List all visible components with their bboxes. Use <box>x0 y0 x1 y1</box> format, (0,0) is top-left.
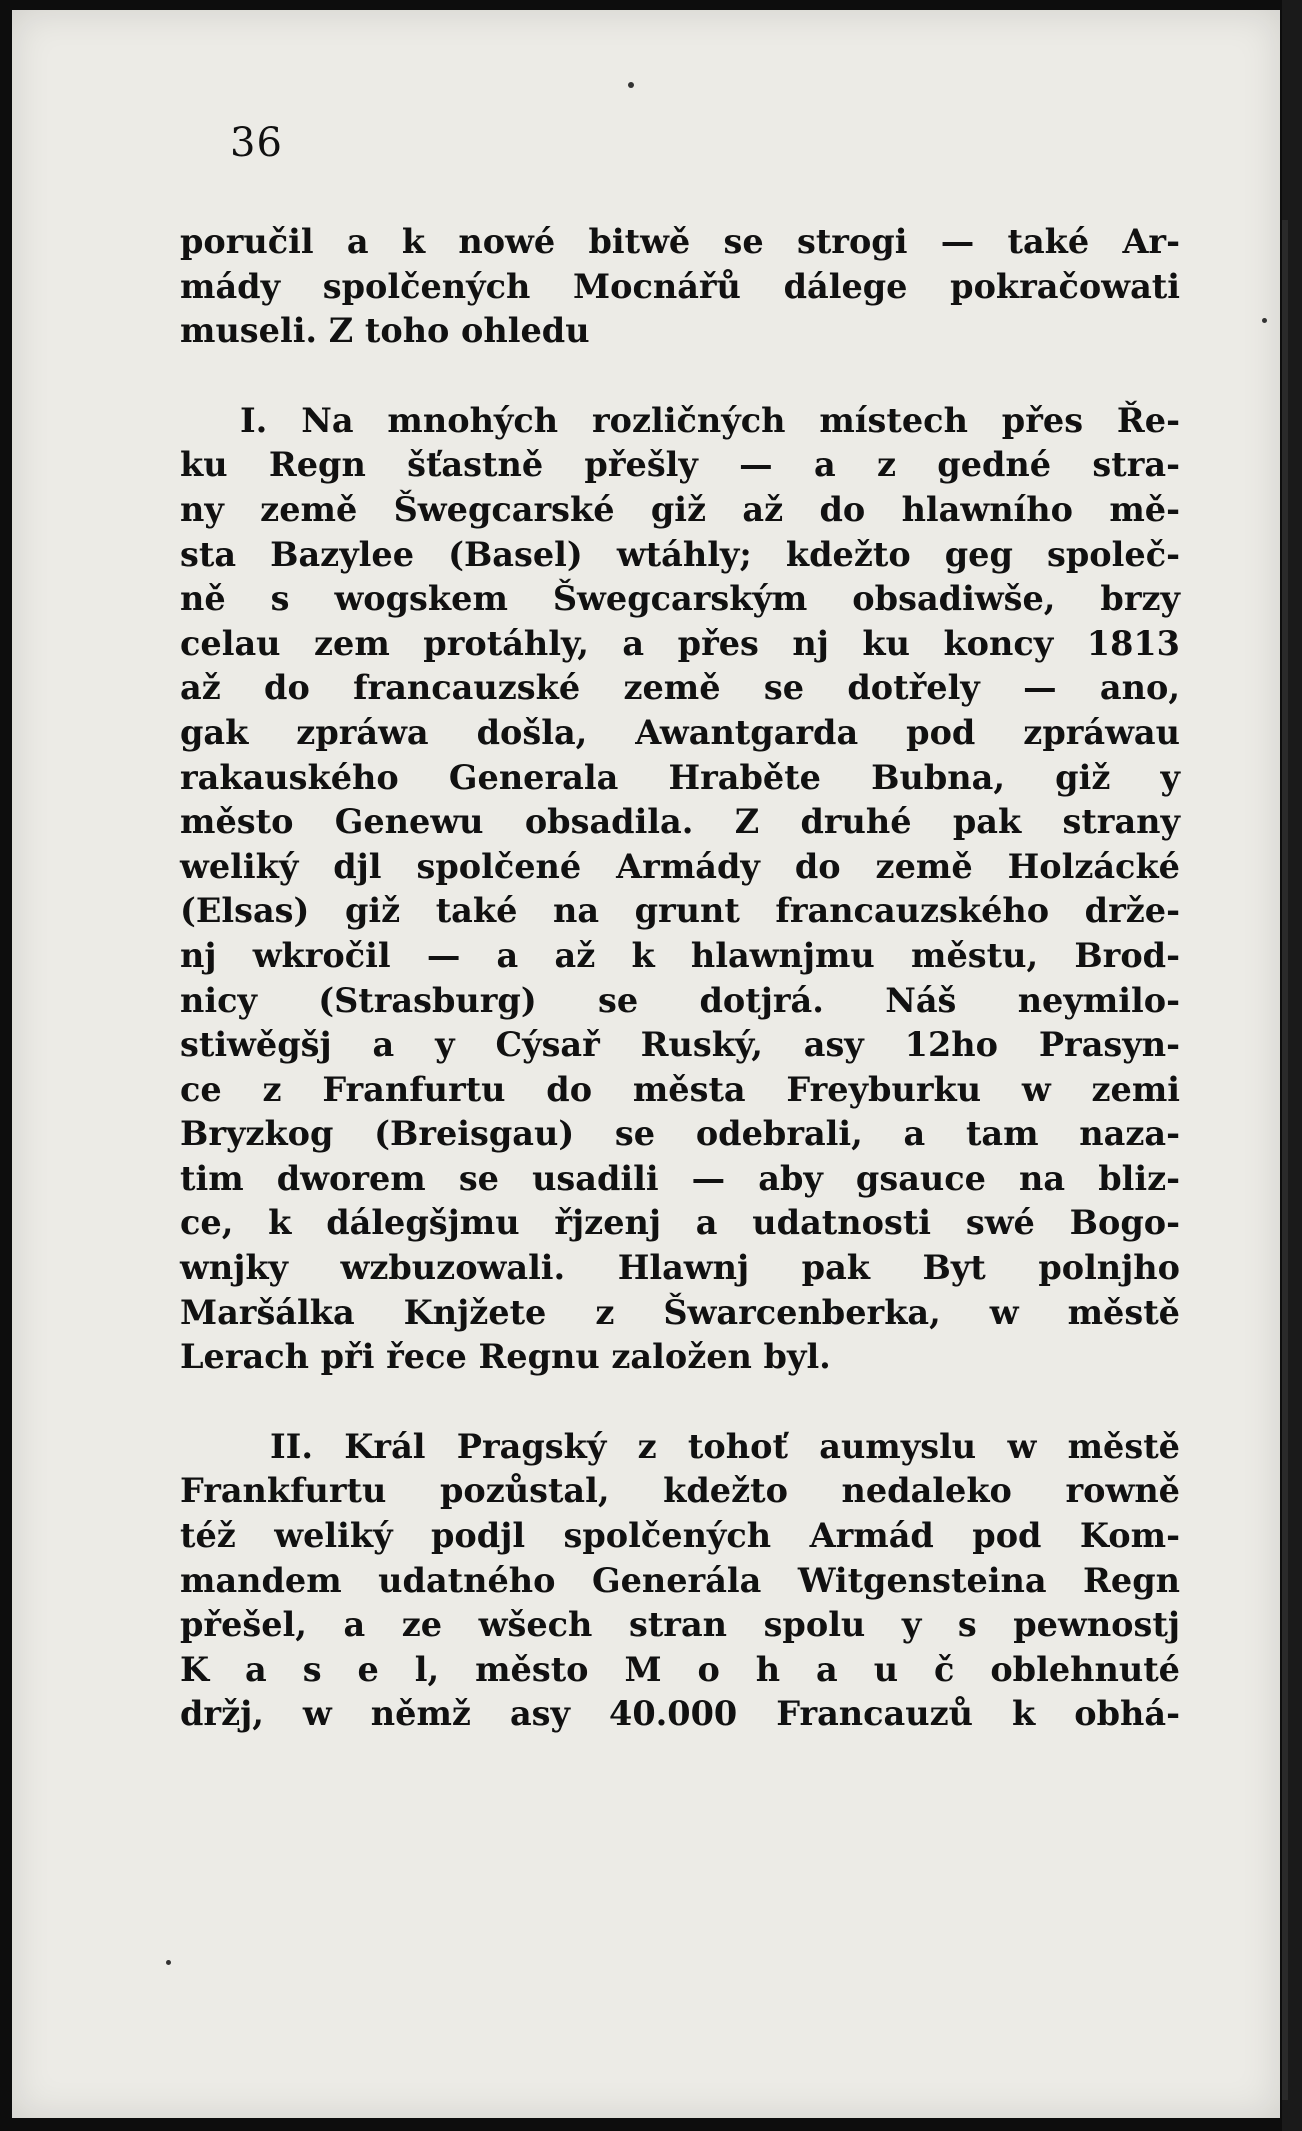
text-line: gak zpráwa došla, Awantgarda pod zpráwau <box>180 712 1180 752</box>
text-line: mandem udatného Generála Witgensteina Regn <box>180 1560 1180 1600</box>
text-line: I. Na mnohých rozličných místech přes Ře- <box>240 400 1180 440</box>
text-line: rakauského Generala Hraběte Bubna, giž y <box>180 757 1180 797</box>
text-line: ně s wogskem Šwegcarským obsadiwše, brzy <box>180 579 1180 619</box>
text-line: celau zem protáhly, a přes nj ku koncy 1813 <box>180 623 1180 663</box>
text-line: též weliký podjl spolčených Armád pod Kom- <box>180 1516 1180 1556</box>
paper-speck <box>628 82 634 88</box>
text-line: až do francauzské země se dotřely — ano, <box>180 668 1180 708</box>
text-line: weliký djl spolčené Armády do země Holzácké <box>180 846 1180 886</box>
paragraph-gap <box>180 354 1180 399</box>
page-number: 36 <box>230 120 283 166</box>
page-text <box>180 220 1180 1737</box>
text-line: Maršálka Knjžete z Šwarcenberka, w městě <box>180 1292 1180 1332</box>
text-line: ce, k dálegšjmu řjzenj a udatnosti swé Bogo- <box>180 1203 1180 1243</box>
paragraph-section-1 <box>180 399 1180 1380</box>
text-line: tim dworem se usadili — aby gsauce na bliz- <box>180 1158 1180 1198</box>
text-line: nj wkročil — a až k hlawnjmu městu, Brod- <box>180 935 1180 975</box>
paragraph-section-2 <box>180 1425 1180 1737</box>
text-line: wnjky wzbuzowali. Hlawnj pak Byt polnjho <box>180 1248 1180 1288</box>
text-line: (Elsas) giž také na grunt francauzského drže- <box>180 891 1180 931</box>
text-line: přešel, a ze wšech stran spolu y s pewnostj <box>180 1605 1180 1645</box>
text-line: nicy (Strasburg) se dotjrá. Náš neymilo- <box>180 980 1180 1020</box>
text-line: mády spolčených Mocnářů dálege pokračowati <box>180 266 1180 306</box>
text-line: K a s e l, město M o h a u č oblehnuté <box>180 1649 1180 1689</box>
text-line: poručil a k nowé bitwě se strogi — také Ar- <box>180 222 1180 261</box>
text-line: město Genewu obsadila. Z druhé pak strany <box>180 802 1180 842</box>
text-line: museli. Z toho ohledu <box>180 311 590 351</box>
text-line: ku Regn šťastně přešly — a z gedné stra- <box>180 445 1180 485</box>
text-line: sta Bazylee (Basel) wtáhly; kdežto geg společ- <box>180 534 1180 574</box>
text-line: ny země Šwegcarské giž až do hlawního mě- <box>180 489 1180 529</box>
paper-speck <box>1262 318 1267 323</box>
text-line: držj, w němž asy 40.000 Francauzů k obhá- <box>180 1694 1180 1734</box>
text-line: ce z Franfurtu do města Freyburku w zemi <box>180 1069 1180 1109</box>
paragraph-gap <box>180 1380 1180 1425</box>
paper-speck <box>166 1960 171 1965</box>
page-gutter-shadow <box>1282 220 1288 2100</box>
text-line: Lerach při řece Regnu založen byl. <box>180 1337 831 1377</box>
paragraph-intro <box>180 220 1180 354</box>
text-line: Frankfurtu pozůstal, kdežto nedaleko rowně <box>180 1471 1180 1511</box>
text-line: II. Král Pragský z tohoť aumyslu w městě <box>270 1426 1180 1466</box>
text-line: Bryzkog (Breisgau) se odebrali, a tam naza- <box>180 1114 1180 1154</box>
text-line: stiwěgšj a y Cýsař Ruský, asy 12ho Prasyn- <box>180 1025 1180 1065</box>
